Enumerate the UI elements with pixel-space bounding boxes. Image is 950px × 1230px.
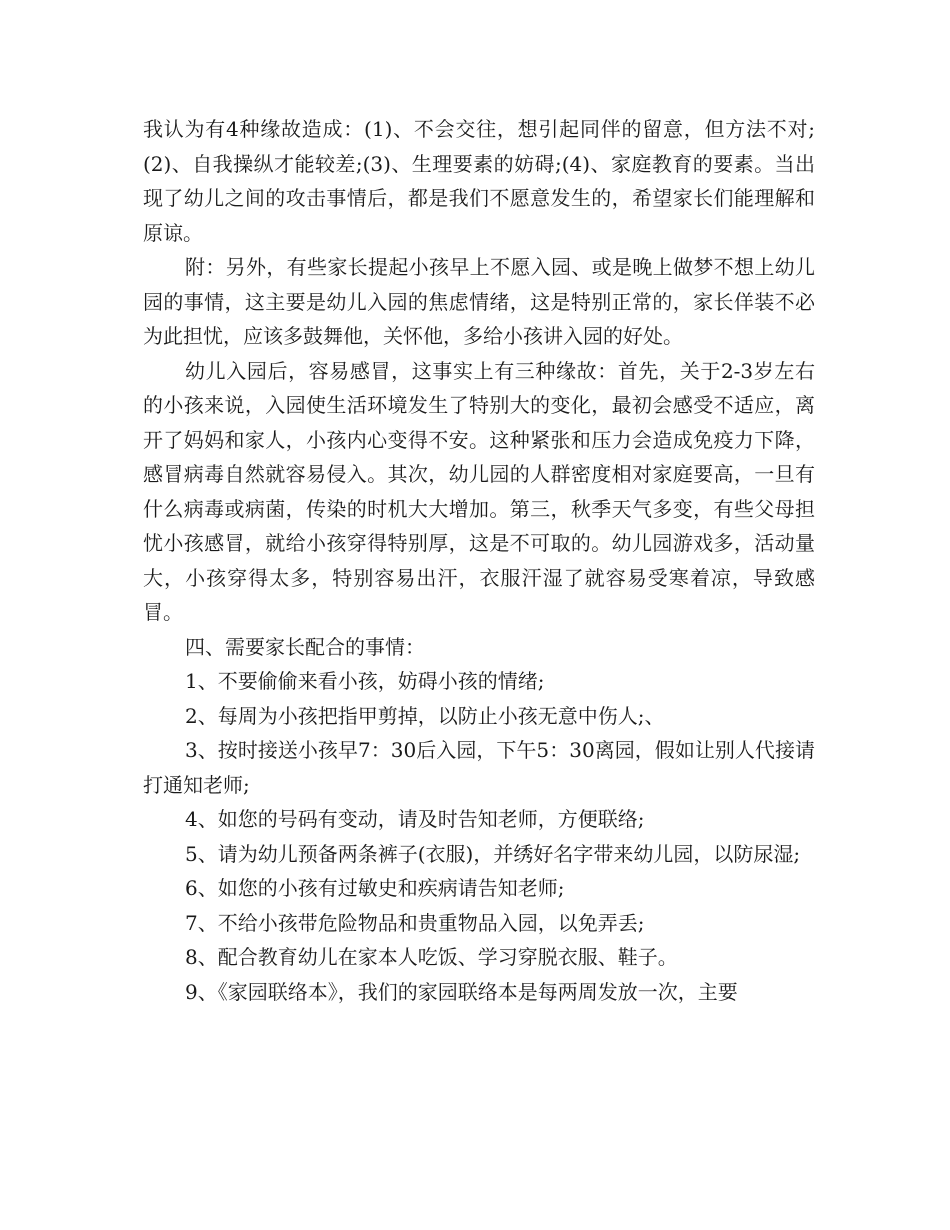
list-item-5: 5、请为幼儿预备两条裤子(衣服)，并绣好名字带来幼儿园，以防尿湿;: [185, 841, 801, 866]
section-heading-parent-cooperation: 四、需要家长配合的事情：: [185, 634, 425, 659]
paragraph-attack-causes: 我认为有4种缘故造成：(1)、不会交往，想引起同伴的留意，但方法不对;(2)、自我操纵才能较差;(3)、生理要素的妨碍;(4)、家庭教育的要素。当出现了幼儿之间的攻击事情后，都是我们不愿意发生的，希望家长们能理解和原谅。: [143, 117, 815, 245]
list-item-3: 3、按时接送小孩早7：30后入园，下午5：30离园，假如让别人代接请打通知老师;: [143, 738, 815, 797]
paragraph-separation-anxiety: 附：另外，有些家长提起小孩早上不愿入园、或是晚上做梦不想上幼儿园的事情，这主要是幼儿入园的焦虑情绪，这是特别正常的，家长佯装不必为此担忧，应该多鼓舞他，关怀他，多给小孩讲入园的好处。: [143, 255, 815, 348]
list-item-2: 2、每周为小孩把指甲剪掉，以防止小孩无意中伤人;、: [185, 703, 665, 728]
list-item-4: 4、如您的号码有变动，请及时告知老师，方便联络;: [185, 807, 645, 831]
list-item-1: 1、不要偷偷来看小孩，妨碍小孩的情绪;: [185, 669, 545, 693]
list-item-8: 8、配合教育幼儿在家本人吃饭、学习穿脱衣服、鞋子。: [185, 945, 678, 969]
document-body: [143, 112, 815, 1009]
list-item-9: 9、《家园联络本》，我们的家园联络本是每两周发放一次，主要: [185, 979, 738, 1004]
list-item-6: 6、如您的小孩有过敏史和疾病请告知老师;: [185, 876, 565, 900]
list-item-7: 7、不给小孩带危险物品和贵重物品入园，以免弄丢;: [185, 910, 645, 935]
paragraph-catching-cold: 幼儿入园后，容易感冒，这事实上有三种缘故：首先，关于2-3岁左右的小孩来说，入园使生活环境发生了特别大的变化，最初会感受不适应，离开了妈妈和家人，小孩内心变得不安。这种紧张和压力会造成免疫力下降，感冒病毒自然就容易侵入。其次，幼儿园的人群密度相对家庭要高，一旦有什么病毒或病菌，传染的时机大大增加。第三，秋季天气多变，有些父母担忧小孩感冒，就给小孩穿得特别厚，这是不可取的。幼儿园游戏多，活动量大，小孩穿得太多，特别容易出汗，衣服汗湿了就容易受寒着凉，导致感冒。: [143, 358, 815, 624]
